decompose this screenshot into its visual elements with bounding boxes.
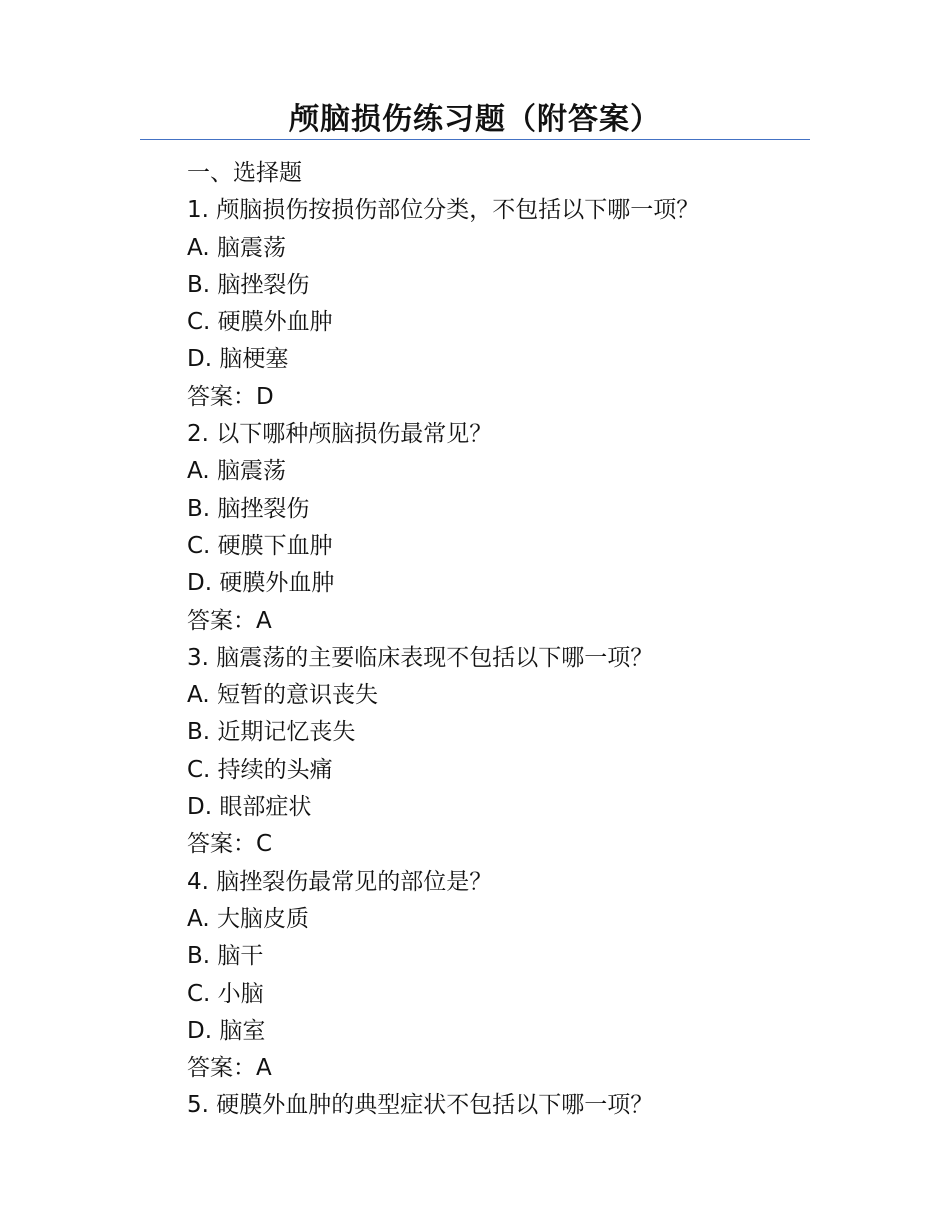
option-d: D. 脑梗塞 (187, 346, 289, 373)
question-stem: 3. 脑震荡的主要临床表现不包括以下哪一项？ (187, 644, 654, 671)
question-block (187, 192, 827, 416)
question-block (187, 640, 827, 864)
option-d: D. 眼部症状 (187, 794, 312, 821)
answer-line: 答案：C (187, 831, 273, 858)
option-b: B. 脑干 (187, 943, 264, 970)
option-a: A. 短暂的意识丧失 (187, 682, 378, 709)
question-block (187, 864, 827, 1088)
title-underline (140, 139, 810, 140)
question-block (187, 416, 827, 640)
question-stem: 2. 以下哪种颅脑损伤最常见？ (187, 421, 493, 448)
question-block (187, 1087, 827, 1124)
document-body (187, 155, 827, 1125)
option-c: C. 持续的头痛 (187, 756, 333, 783)
answer-line: 答案：A (187, 1055, 272, 1082)
option-b: B. 脑挫裂伤 (187, 495, 310, 522)
question-stem: 1. 颅脑损伤按损伤部位分类，不包括以下哪一项？ (187, 197, 700, 224)
question-stem: 5. 硬膜外血肿的典型症状不包括以下哪一项？ (187, 1092, 654, 1119)
option-c: C. 小脑 (187, 980, 264, 1007)
option-b: B. 脑挫裂伤 (187, 271, 310, 298)
option-c: C. 硬膜下血肿 (187, 532, 333, 559)
answer-line: 答案：A (187, 607, 272, 634)
option-a: A. 脑震荡 (187, 234, 286, 261)
document-title: 颅脑损伤练习题（附答案） (289, 102, 661, 137)
section-heading: 一、选择题 (187, 160, 302, 186)
option-a: A. 脑震荡 (187, 458, 286, 485)
option-d: D. 脑室 (187, 1017, 266, 1044)
option-c: C. 硬膜外血肿 (187, 309, 333, 336)
option-d: D. 硬膜外血肿 (187, 570, 335, 597)
option-a: A. 大脑皮质 (187, 905, 309, 932)
option-b: B. 近期记忆丧失 (187, 719, 356, 746)
question-stem: 4. 脑挫裂伤最常见的部位是？ (187, 868, 493, 895)
answer-line: 答案：D (187, 383, 274, 410)
